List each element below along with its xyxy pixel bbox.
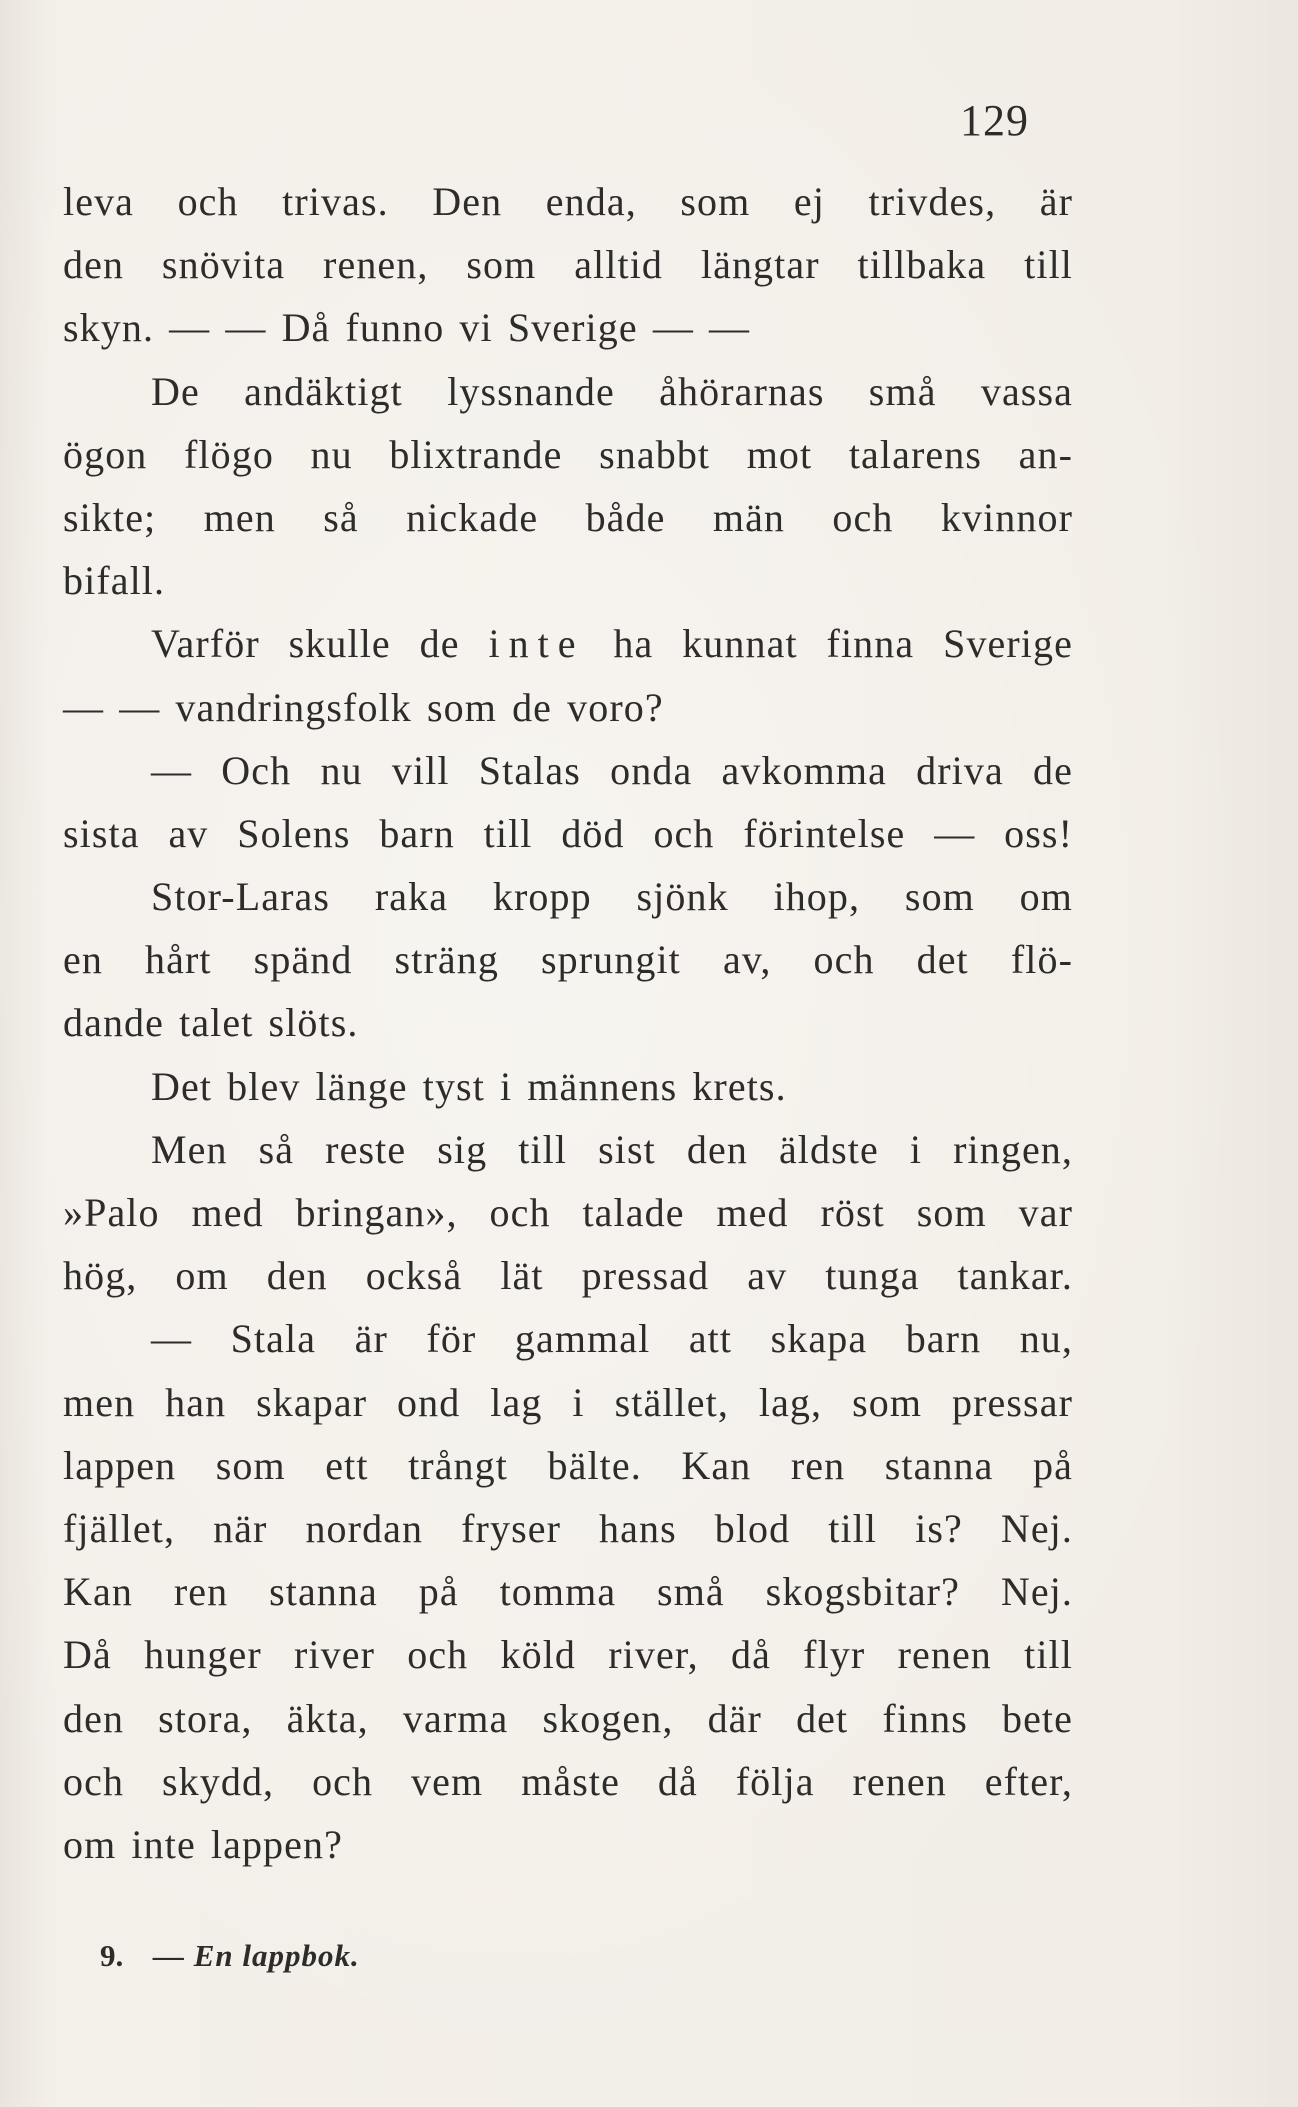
body-text [63,170,1073,1876]
book-title: — En lappbok. [153,1938,360,1973]
text-line: Kan ren stanna på tomma små skogsbitar? Nej. [63,1569,1073,1615]
text-line: bifall. [63,558,166,604]
page-number: 129 [960,96,1029,145]
text-line: men han skapar ond lag i stället, lag, som pressar [63,1379,1073,1425]
text-line: leva och trivas. Den enda, som ej trivdes, är [63,179,1073,224]
text-line: lappen som ett trångt bälte. Kan ren stanna på [63,1442,1073,1488]
text-line: »Palo med bringan», och talade med röst som var [63,1190,1073,1235]
text-line: den stora, äkta, varma skogen, där det finns bete [63,1695,1073,1741]
text-line: Det blev länge tyst i männens krets. [151,1063,787,1109]
text-line: — — vandringsfolk som de voro? [63,684,664,730]
text-line: hög, om den också lät pressad av tunga tankar. [63,1253,1073,1299]
text-line: — Stala är för gammal att skapa barn nu, [151,1316,1073,1362]
text-line: skyn. — — Då funno vi Sverige — — [63,305,751,351]
text-line: Stor-Laras raka kropp sjönk ihop, som om [151,874,1073,920]
text-line: fjället, när nordan fryser hans blod till is? Nej. [63,1505,1073,1551]
text-line: De andäktigt lyssnande åhörarnas små vassa [151,368,1073,414]
text-segment: ha kunnat finna Sverige [613,621,1073,667]
text-line: och skydd, och vem måste då följa renen efter, [63,1758,1073,1804]
page-footer [100,1938,360,1974]
text-line: sikte; men så nickade både män och kvinnor [63,494,1073,540]
text-line: en hårt spänd sträng sprungit av, och det flö- [63,937,1073,983]
text-line: om inte lappen? [63,1821,343,1867]
text-segment: Varför skulle de [151,621,460,667]
signature-mark: 9. [100,1938,124,1973]
text-line: Då hunger river och köld river, då flyr renen till [63,1632,1073,1678]
text-line: Men så reste sig till sist den äldste i ringen, [151,1126,1073,1172]
text-line: dande talet slöts. [63,1000,359,1046]
text-line: sista av Solens barn till död och förintelse — oss! [63,810,1073,856]
text-line: ögon flögo nu blixtrande snabbt mot talarens an- [63,431,1073,477]
text-line: den snövita renen, som alltid längtar tillbaka till [63,242,1073,288]
emphasized-word: inte [488,621,585,667]
text-line: — Och nu vill Stalas onda avkomma driva de [151,747,1073,793]
text-line-varfor [63,612,1073,675]
